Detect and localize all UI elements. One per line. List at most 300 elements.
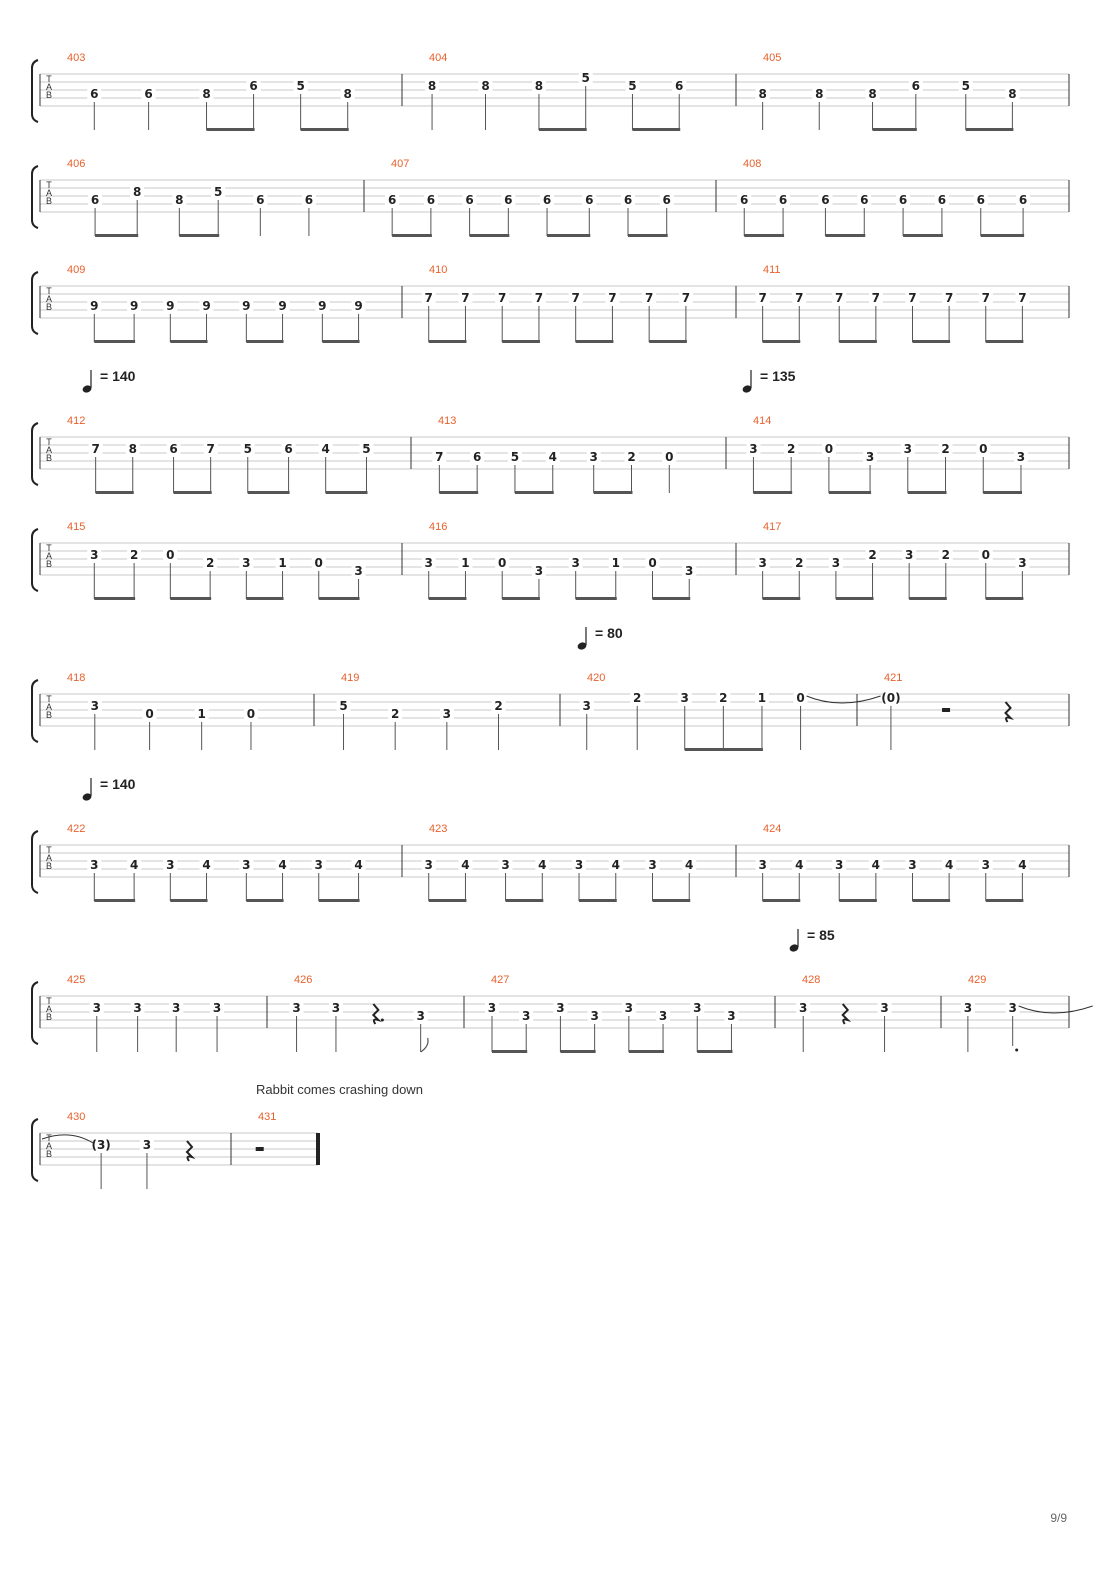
fret-number: 9: [166, 299, 175, 313]
beam: [429, 340, 467, 343]
fret-number: 7: [681, 291, 691, 305]
measure-number: 426: [294, 974, 313, 986]
fret-number: 4: [871, 858, 881, 872]
beam: [170, 899, 207, 902]
fret-number: 4: [685, 858, 694, 872]
beam: [94, 340, 135, 343]
fret-number: 2: [941, 442, 950, 456]
measure-number: 420: [587, 672, 606, 684]
beam: [170, 597, 211, 600]
fret-number: 6: [898, 193, 908, 207]
fret-number: 2: [786, 442, 796, 456]
fret-number: 3: [981, 858, 990, 872]
fret-number: 6: [90, 193, 100, 207]
tab-clef-letter: B: [45, 196, 53, 206]
fret-number: 3: [799, 1001, 808, 1015]
beam: [986, 597, 1024, 600]
beam: [94, 597, 135, 600]
fret-number: 3: [831, 556, 841, 570]
tab-clef-letter: B: [45, 90, 53, 100]
quarter-rest-icon: [1006, 702, 1011, 722]
fret-number: 6: [504, 193, 513, 207]
fret-number: 3: [354, 564, 363, 578]
beam: [986, 899, 1024, 902]
fret-number: 6: [465, 193, 474, 207]
tempo-value: = 140: [100, 368, 136, 384]
fret-number: 8: [815, 87, 824, 101]
fret-number: 8: [534, 79, 544, 93]
system-bracket: [32, 529, 38, 591]
tab-system: [32, 927, 1093, 1053]
measure-number: 418: [67, 672, 86, 684]
measure-number: 408: [743, 158, 762, 170]
fret-number: 2: [868, 548, 877, 562]
fret-number: 7: [981, 291, 990, 305]
measure-number: 406: [67, 158, 86, 170]
beam: [506, 899, 544, 902]
fret-number: 3: [908, 858, 917, 872]
fret-number: 9: [354, 299, 363, 313]
measure-number: 424: [763, 823, 782, 835]
system-bracket: [32, 272, 38, 334]
fret-number: 9: [90, 299, 99, 313]
measure-number: 410: [429, 264, 448, 276]
beam: [95, 234, 138, 237]
tab-clef-letter: A: [45, 702, 53, 712]
tab-clef-letter: T: [46, 437, 52, 447]
fret-number: 8: [175, 193, 184, 207]
measure-number: 427: [491, 974, 510, 986]
tab-clef-letter: A: [45, 853, 53, 863]
fret-number: 3: [556, 1001, 565, 1015]
tempo-marking: [82, 368, 136, 394]
fret-number: 4: [202, 858, 211, 872]
measure-number: 425: [67, 974, 86, 986]
fret-number: 7: [908, 291, 917, 305]
beam: [94, 899, 135, 902]
fret-number: 2: [129, 548, 139, 562]
fret-number: 4: [538, 858, 547, 872]
beam: [576, 597, 617, 600]
beam: [560, 1050, 595, 1053]
fret-number: 7: [608, 291, 617, 305]
duration-dot: [1015, 1049, 1018, 1052]
tempo-value: = 140: [100, 776, 136, 792]
beam: [753, 491, 792, 494]
beam: [653, 597, 691, 600]
beam: [439, 491, 478, 494]
fret-number: 7: [206, 442, 215, 456]
fret-number: 7: [435, 450, 444, 464]
fret-number: 5: [510, 450, 520, 464]
beam: [174, 491, 212, 494]
fret-number: 7: [461, 291, 470, 305]
measure-number: 409: [67, 264, 86, 276]
fret-number: 1: [197, 707, 206, 721]
fret-number: 3: [487, 1001, 497, 1015]
fret-number: 0: [981, 548, 990, 562]
fret-number: 3: [624, 1001, 634, 1015]
fret-number: 4: [944, 858, 954, 872]
tab-system: [32, 52, 1069, 131]
beam: [763, 340, 801, 343]
tempo-marking: [742, 368, 796, 394]
fret-number: 3: [442, 707, 452, 721]
fret-number: 9: [129, 299, 139, 313]
beam: [981, 234, 1024, 237]
fret-number: 5: [339, 699, 348, 713]
fret-number: 6: [304, 193, 314, 207]
beam: [986, 340, 1024, 343]
quarter-rest-icon: [843, 1004, 848, 1024]
fret-number: 3: [658, 1009, 668, 1023]
fret-number: 3: [1008, 1001, 1017, 1015]
fret-number: 3: [904, 548, 914, 562]
beam: [502, 597, 540, 600]
fret-number: 7: [571, 291, 580, 305]
measure-number: 414: [753, 415, 772, 427]
tab-system: [32, 368, 1069, 494]
fret-number: 3: [590, 1009, 599, 1023]
fret-number: 6: [623, 193, 633, 207]
fret-number: 0: [246, 707, 256, 721]
fret-number: 6: [284, 442, 293, 456]
fret-number: 6: [256, 193, 265, 207]
tab-clef-letter: B: [45, 559, 53, 569]
tab-clef-letter: B: [45, 1149, 53, 1159]
measure-number: 421: [884, 672, 903, 684]
fret-number: 4: [321, 442, 330, 456]
fret-number: 7: [795, 291, 804, 305]
beam: [903, 234, 943, 237]
fret-number: 2: [633, 691, 642, 705]
beam: [983, 491, 1022, 494]
beam: [909, 597, 947, 600]
beam: [697, 1050, 732, 1053]
beam: [839, 340, 877, 343]
beam: [579, 899, 617, 902]
fret-number: 0: [145, 707, 154, 721]
half-rest-icon: [256, 1147, 264, 1151]
beam: [653, 899, 691, 902]
fret-number: 3: [648, 858, 657, 872]
beam: [179, 234, 219, 237]
rest-dot: [381, 1019, 384, 1022]
beam: [207, 128, 255, 131]
fret-number: 3: [242, 556, 251, 570]
fret-number: (0): [881, 691, 901, 705]
fret-number: 3: [589, 450, 598, 464]
beam: [322, 340, 359, 343]
fret-number: 7: [758, 291, 767, 305]
beam: [594, 491, 633, 494]
fret-number: 6: [675, 79, 684, 93]
beam: [763, 597, 801, 600]
fret-number: 6: [90, 87, 99, 101]
tab-clef-letter: A: [45, 445, 53, 455]
fret-number: 3: [90, 858, 99, 872]
fret-number: 7: [534, 291, 544, 305]
fret-number: 3: [693, 1001, 702, 1015]
fret-number: 1: [461, 556, 470, 570]
fret-number: 1: [278, 556, 287, 570]
tab-clef-letter: A: [45, 188, 53, 198]
tab-system: [32, 1082, 423, 1189]
quarter-rest-icon: [187, 1141, 192, 1161]
beam: [515, 491, 554, 494]
tab-clef-letter: A: [45, 551, 53, 561]
fret-number: 2: [494, 699, 503, 713]
tab-clef-letter: A: [45, 82, 53, 92]
measure-number: 407: [391, 158, 410, 170]
fret-number: 0: [166, 548, 175, 562]
fret-number: 6: [144, 87, 153, 101]
fret-number: 5: [581, 71, 590, 85]
measure-number: 405: [763, 52, 782, 64]
tempo-value: = 135: [760, 368, 796, 384]
fret-number: 6: [821, 193, 830, 207]
fret-number: 6: [426, 193, 436, 207]
tab-clef-letter: T: [46, 180, 52, 190]
beam: [170, 340, 207, 343]
measure-number: 417: [763, 521, 782, 533]
fret-number: 7: [498, 291, 507, 305]
fret-number: 3: [903, 442, 912, 456]
beam: [539, 128, 587, 131]
fret-number: 0: [796, 691, 805, 705]
fret-number: 3: [963, 1001, 973, 1015]
tab-system: [32, 625, 1069, 751]
tab-clef-letter: T: [46, 845, 52, 855]
tab-clef-letter: B: [45, 861, 53, 871]
fret-number: 2: [391, 707, 400, 721]
fret-number: 4: [278, 858, 287, 872]
fret-number: 8: [133, 185, 142, 199]
tab-systems: [32, 52, 1093, 1189]
fret-number: 3: [331, 1001, 341, 1015]
fret-number: 3: [92, 1001, 101, 1015]
fret-number: 4: [548, 450, 557, 464]
final-barline: [316, 1133, 320, 1165]
fret-number: 9: [242, 299, 251, 313]
fret-number: 6: [585, 193, 594, 207]
beam: [829, 491, 871, 494]
beam: [326, 491, 368, 494]
system-bracket: [32, 423, 38, 485]
fret-number: 3: [685, 564, 694, 578]
system-bracket: [32, 166, 38, 228]
fret-number: 6: [860, 193, 869, 207]
measure-number: 429: [968, 974, 987, 986]
tab-clef-letter: A: [45, 1004, 53, 1014]
fret-number: 6: [249, 79, 258, 93]
fret-number: 4: [461, 858, 470, 872]
fret-number: 3: [133, 1001, 142, 1015]
fret-number: 3: [424, 556, 433, 570]
fret-number: 0: [314, 556, 323, 570]
fret-number: 8: [1008, 87, 1017, 101]
fret-number: 3: [571, 556, 580, 570]
fret-number: 8: [481, 79, 490, 93]
fret-number: 4: [1018, 858, 1027, 872]
tab-system: [32, 158, 1069, 237]
beam: [629, 1050, 664, 1053]
fret-number: 3: [534, 564, 544, 578]
measure-number: 422: [67, 823, 86, 835]
tempo-marking: [577, 625, 623, 651]
tab-clef-letter: T: [46, 1133, 52, 1143]
fret-number: 3: [166, 858, 175, 872]
beam: [908, 491, 947, 494]
fret-number: 8: [427, 79, 437, 93]
beam: [744, 234, 784, 237]
fret-number: 6: [911, 79, 920, 93]
fret-number: 3: [582, 699, 591, 713]
tab-clef-letter: B: [45, 710, 53, 720]
fret-number: 7: [1018, 291, 1027, 305]
beam: [649, 340, 687, 343]
system-bracket: [32, 831, 38, 893]
tab-clef-letter: T: [46, 996, 52, 1006]
beam: [429, 597, 467, 600]
fret-number: 2: [719, 691, 728, 705]
fret-number: 3: [1018, 556, 1027, 570]
fret-number: 5: [243, 442, 252, 456]
fret-number: (3): [91, 1138, 111, 1152]
beam: [839, 899, 877, 902]
measure-number: 413: [438, 415, 457, 427]
tab-system: [32, 521, 1069, 600]
beam: [248, 491, 290, 494]
fret-number: 3: [142, 1138, 152, 1152]
fret-number: 3: [172, 1001, 181, 1015]
beam: [628, 234, 668, 237]
fret-number: 9: [278, 299, 287, 313]
tab-clef-letter: A: [45, 1141, 53, 1151]
fret-number: 6: [387, 193, 397, 207]
tempo-marking: [789, 927, 835, 953]
measure-number: 416: [429, 521, 448, 533]
measure-number: 423: [429, 823, 448, 835]
tab-clef-letter: T: [46, 286, 52, 296]
beam: [246, 597, 283, 600]
fret-number: 3: [749, 442, 758, 456]
beam: [246, 340, 283, 343]
fret-number: 5: [628, 79, 637, 93]
tempo-value: = 80: [595, 625, 623, 641]
fret-number: 2: [795, 556, 804, 570]
measure-number: 419: [341, 672, 360, 684]
fret-number: 6: [1018, 193, 1028, 207]
eighth-flag: [421, 1038, 428, 1052]
quarter-rest-icon: [373, 1004, 378, 1024]
system-bracket: [32, 60, 38, 122]
beam: [632, 128, 680, 131]
beam: [492, 1050, 527, 1053]
measure-number: 415: [67, 521, 86, 533]
fret-number: 3: [680, 691, 689, 705]
fret-number: 1: [611, 556, 620, 570]
measure-number: 428: [802, 974, 821, 986]
tempo-marking: [82, 776, 136, 802]
fret-number: 6: [937, 193, 947, 207]
fret-number: 8: [758, 87, 767, 101]
fret-number: 2: [941, 548, 950, 562]
beam: [873, 128, 917, 131]
beam: [685, 748, 763, 751]
beam: [763, 899, 801, 902]
fret-number: 6: [740, 193, 749, 207]
half-rest-icon: [942, 708, 950, 712]
fret-number: 3: [758, 858, 767, 872]
fret-number: 5: [362, 442, 371, 456]
fret-number: 3: [90, 548, 99, 562]
fret-number: 3: [758, 556, 767, 570]
system-bracket: [32, 1119, 38, 1181]
measure-number: 430: [67, 1111, 86, 1123]
fret-number: 3: [212, 1001, 222, 1015]
fret-number: 3: [574, 858, 584, 872]
fret-number: 5: [214, 185, 223, 199]
fret-number: 3: [727, 1009, 736, 1023]
fret-number: 0: [824, 442, 834, 456]
beam: [246, 899, 283, 902]
fret-number: 2: [627, 450, 636, 464]
beam: [912, 340, 950, 343]
fret-number: 8: [202, 87, 211, 101]
fret-number: 6: [662, 193, 671, 207]
beam: [429, 899, 467, 902]
fret-number: 7: [644, 291, 654, 305]
fret-number: 6: [778, 193, 788, 207]
fret-number: 2: [205, 556, 215, 570]
beam: [576, 340, 614, 343]
fret-number: 3: [1016, 450, 1026, 464]
fret-number: 0: [648, 556, 657, 570]
beam: [836, 597, 874, 600]
fret-number: 3: [242, 858, 251, 872]
fret-number: 4: [129, 858, 139, 872]
tab-clef-letter: B: [45, 453, 53, 463]
fret-number: 3: [865, 450, 875, 464]
fret-number: 1: [757, 691, 767, 705]
fret-number: 4: [795, 858, 804, 872]
tempo-value: = 85: [807, 927, 835, 943]
beam: [912, 899, 950, 902]
page-number: 9/9: [1050, 1511, 1067, 1525]
beam: [96, 491, 134, 494]
system-bracket: [32, 680, 38, 742]
fret-number: 6: [542, 193, 552, 207]
fret-number: 0: [665, 450, 674, 464]
tab-clef-letter: T: [46, 543, 52, 553]
beam: [392, 234, 432, 237]
tab-clef-letter: B: [45, 302, 53, 312]
lyric-annotation: Rabbit comes crashing down: [256, 1082, 423, 1097]
fret-number: 3: [292, 1001, 301, 1015]
measure-number: 431: [258, 1111, 277, 1123]
beam: [301, 128, 349, 131]
fret-number: 4: [611, 858, 620, 872]
tab-system: [32, 264, 1069, 343]
fret-number: 3: [501, 858, 510, 872]
beam: [966, 128, 1014, 131]
measure-number: 411: [763, 264, 781, 276]
tab-clef-letter: B: [45, 1012, 53, 1022]
beam: [825, 234, 865, 237]
fret-number: 7: [91, 442, 100, 456]
fret-number: 3: [424, 858, 433, 872]
